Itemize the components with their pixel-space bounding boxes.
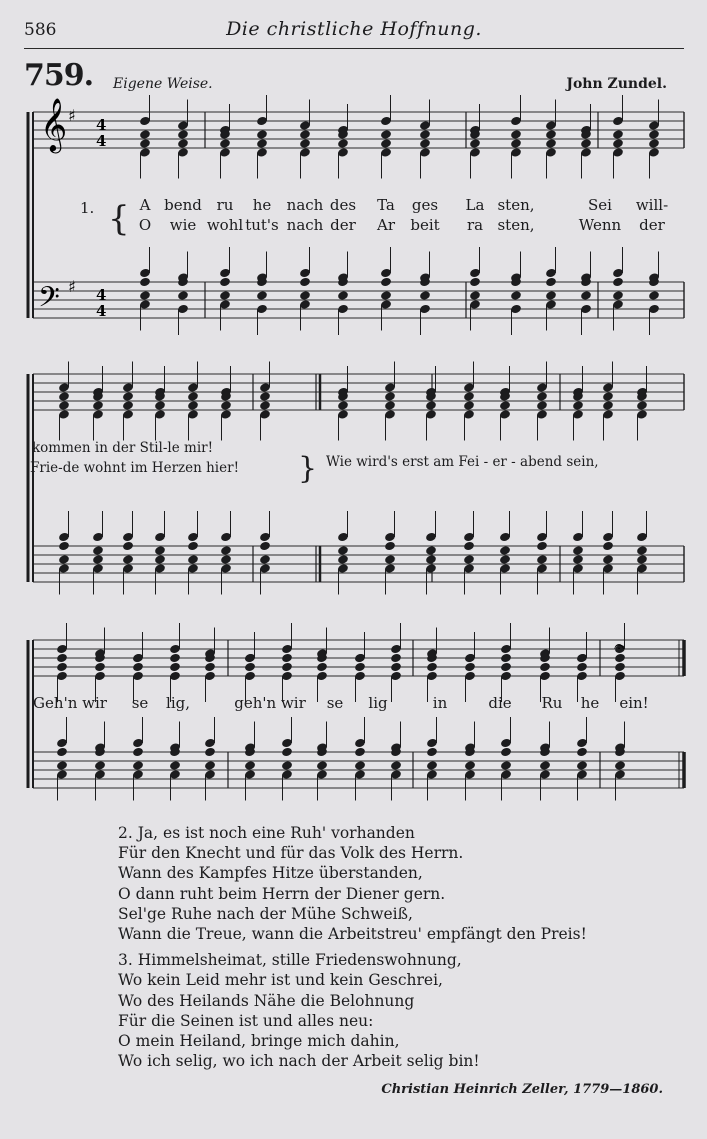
lyric-syllable: nach	[286, 216, 324, 234]
note-head	[390, 662, 402, 673]
note-head	[92, 400, 104, 411]
note-head	[463, 554, 475, 565]
note-head	[425, 545, 437, 556]
lyric-syllable: Ar	[376, 216, 396, 234]
note-head	[187, 400, 199, 411]
note-head	[536, 554, 548, 565]
note-head	[122, 541, 134, 552]
note-head	[463, 400, 475, 411]
lyric-brace-closing: }	[298, 451, 318, 486]
sharp-key-icon: ♯	[68, 106, 76, 125]
text-author: Christian Heinrich Zeller, 1779—1860.	[381, 1082, 663, 1097]
lyric-syllable: sten,	[497, 196, 535, 214]
note-head	[58, 541, 70, 552]
lyric-syllable: Wenn	[578, 216, 622, 234]
note-head	[390, 653, 402, 664]
sharp-key-icon: ♯	[68, 277, 76, 296]
lyric-syllable: des	[329, 196, 357, 214]
note-head	[464, 760, 476, 771]
note-head	[545, 277, 557, 288]
page-number: 586	[24, 20, 57, 40]
running-title: Die christliche Hoffnung.	[226, 18, 482, 40]
lyric-syllable: lig,	[166, 694, 190, 712]
note-head	[154, 400, 166, 411]
additional-verses	[118, 823, 587, 1071]
note-head	[139, 290, 151, 301]
note-head	[56, 747, 68, 758]
note-head	[499, 545, 511, 556]
note-head	[500, 653, 512, 664]
note-head	[299, 138, 311, 149]
note-head	[154, 545, 166, 556]
time-signature-top: 4	[96, 286, 107, 304]
lyric-syllable: Ru	[541, 694, 563, 712]
note-head	[572, 545, 584, 556]
note-head	[380, 138, 392, 149]
note-head	[256, 290, 268, 301]
bass-clef-icon: 𝄢	[38, 281, 60, 321]
verse-line: O mein Heiland, bringe mich dahin,	[118, 1032, 400, 1051]
note-head	[354, 662, 366, 673]
lyric-syllable: Geh'n wir	[33, 694, 107, 712]
note-head	[425, 554, 437, 565]
note-head	[384, 400, 396, 411]
lyric-syllable: Sei	[588, 196, 612, 214]
note-head	[337, 138, 349, 149]
note-head	[281, 662, 293, 673]
lyric-syllable: will-	[635, 196, 669, 214]
note-head	[636, 400, 648, 411]
note-head	[187, 391, 199, 402]
note-head	[580, 138, 592, 149]
note-head	[259, 541, 271, 552]
note-head	[187, 541, 199, 552]
note-head	[132, 760, 144, 771]
note-head	[380, 290, 392, 301]
note-head	[576, 760, 588, 771]
note-head	[204, 747, 216, 758]
tune-label: Eigene Weise.	[113, 76, 213, 92]
lyric-syllable: ru	[216, 196, 234, 214]
time-signature-bottom: 4	[96, 132, 107, 150]
lyric-syllable: ges	[411, 196, 439, 214]
note-head	[220, 400, 232, 411]
note-head	[384, 554, 396, 565]
lyric-line-system2-continuation: Wie wird's erst am Fei - er - abend sein,	[326, 454, 599, 470]
note-head	[337, 290, 349, 301]
treble-clef-icon: 𝄞	[40, 97, 68, 151]
note-head	[169, 760, 181, 771]
note-head	[187, 554, 199, 565]
note-head	[204, 662, 216, 673]
verse-3	[118, 950, 587, 1071]
note-head	[510, 138, 522, 149]
note-head	[426, 747, 438, 758]
note-head	[464, 662, 476, 673]
lyric-syllable: A	[139, 196, 151, 214]
note-head	[244, 760, 256, 771]
note-head	[132, 747, 144, 758]
note-head	[299, 277, 311, 288]
lyric-syllable: geh'n wir	[234, 694, 306, 712]
verse-line: Wo ich selig, wo ich nach der Arbeit selig bin!	[118, 1052, 480, 1071]
note-head	[122, 391, 134, 402]
note-head	[612, 129, 624, 140]
note-head	[139, 129, 151, 140]
note-head	[636, 554, 648, 565]
verse-line: Für die Seinen ist und alles neu:	[118, 1011, 374, 1030]
note-head	[94, 760, 106, 771]
note-head	[539, 662, 551, 673]
time-signature-bottom: 4	[96, 302, 107, 320]
lyrics-line-1	[139, 196, 669, 214]
lyric-line-system2-a: kommen in der Stil-le mir!	[32, 440, 214, 456]
lyric-line-system2-b: Frie-de wohnt im Herzen hier!	[30, 460, 239, 476]
note-head	[576, 662, 588, 673]
note-head	[500, 760, 512, 771]
note-head	[58, 400, 70, 411]
note-head	[419, 290, 431, 301]
note-head	[354, 760, 366, 771]
lyric-syllable: die	[488, 694, 512, 712]
note-head	[539, 760, 551, 771]
lyric-syllable: der	[639, 216, 665, 234]
note-head	[380, 129, 392, 140]
lyric-syllable: in	[432, 694, 448, 712]
note-head	[612, 290, 624, 301]
note-head	[219, 277, 231, 288]
note-head	[536, 400, 548, 411]
note-head	[354, 747, 366, 758]
note-head	[463, 541, 475, 552]
lyric-syllable: Ta	[377, 196, 395, 214]
note-head	[281, 747, 293, 758]
note-head	[256, 138, 268, 149]
lyric-syllable: se	[131, 694, 149, 712]
note-head	[244, 662, 256, 673]
lyric-syllable: bend	[164, 196, 202, 214]
note-head	[259, 554, 271, 565]
note-head	[139, 138, 151, 149]
note-head	[648, 129, 660, 140]
note-head	[614, 760, 626, 771]
note-head	[614, 662, 626, 673]
note-head	[419, 129, 431, 140]
note-head	[204, 760, 216, 771]
note-head	[92, 554, 104, 565]
lyrics-line-2	[139, 216, 666, 234]
verse-line: Für den Knecht und für das Volk des Herrn.	[118, 844, 464, 863]
note-head	[177, 138, 189, 149]
note-head	[469, 290, 481, 301]
lyric-syllable: he	[252, 196, 272, 214]
note-head	[576, 747, 588, 758]
note-head	[337, 554, 349, 565]
note-head	[122, 554, 134, 565]
lyric-syllable: der	[330, 216, 356, 234]
note-head	[602, 554, 614, 565]
verse-number: 1.	[80, 199, 95, 217]
fermata-icon: 𝄐	[614, 636, 625, 657]
lyric-syllable: wohl	[206, 216, 244, 234]
note-head	[139, 277, 151, 288]
lyric-syllable: tut's	[245, 216, 279, 234]
note-head	[154, 554, 166, 565]
note-head	[612, 138, 624, 149]
note-head	[299, 129, 311, 140]
note-head	[536, 391, 548, 402]
note-head	[169, 662, 181, 673]
note-head	[299, 290, 311, 301]
verse-line: Wo kein Leid mehr ist und kein Geschrei,	[118, 971, 443, 990]
lyric-syllable: se	[326, 694, 344, 712]
note-head	[220, 554, 232, 565]
note-head	[545, 129, 557, 140]
note-head	[636, 545, 648, 556]
note-head	[510, 129, 522, 140]
verse-line: 3. Himmelsheimat, stille Friedenswohnung,	[118, 951, 462, 970]
note-head	[536, 541, 548, 552]
note-head	[648, 290, 660, 301]
lyric-syllable: he	[580, 694, 600, 712]
note-head	[337, 400, 349, 411]
note-head	[510, 290, 522, 301]
time-signature-top: 4	[96, 116, 107, 134]
note-head	[500, 747, 512, 758]
note-head	[220, 545, 232, 556]
note-head	[602, 391, 614, 402]
composer-credit: John Zundel.	[566, 76, 667, 92]
note-head	[572, 554, 584, 565]
lyric-syllable: La	[465, 196, 485, 214]
note-head	[425, 400, 437, 411]
note-head	[500, 662, 512, 673]
lyric-syllable: sten,	[497, 216, 535, 234]
verse-2	[118, 823, 587, 944]
note-head	[602, 541, 614, 552]
note-head	[56, 662, 68, 673]
note-head	[219, 290, 231, 301]
note-head	[132, 662, 144, 673]
note-head	[572, 400, 584, 411]
note-head	[281, 760, 293, 771]
note-head	[648, 138, 660, 149]
note-head	[92, 545, 104, 556]
note-head	[545, 138, 557, 149]
note-head	[259, 400, 271, 411]
lyric-syllable: nach	[286, 196, 324, 214]
lyric-syllable: beit	[410, 216, 440, 234]
verse-line: Wann des Kampfes Hitze überstanden,	[118, 864, 423, 883]
note-head	[58, 391, 70, 402]
note-head	[499, 554, 511, 565]
note-head	[419, 138, 431, 149]
note-head	[259, 391, 271, 402]
note-head	[281, 653, 293, 664]
lyric-syllable: wie	[169, 216, 197, 234]
lyric-syllable: O	[138, 216, 152, 234]
verse-line: 2. Ja, es ist noch eine Ruh' vorhanden	[118, 824, 415, 842]
note-head	[316, 760, 328, 771]
hymn-number: 759.	[24, 58, 94, 93]
note-head	[169, 653, 181, 664]
lyrics-line-3	[33, 694, 649, 712]
lyric-syllable: lig	[368, 694, 388, 712]
note-head	[499, 400, 511, 411]
note-head	[56, 653, 68, 664]
note-head	[316, 662, 328, 673]
lyric-syllable: ein!	[619, 694, 649, 712]
note-head	[612, 277, 624, 288]
lyric-syllable: ra	[466, 216, 484, 234]
note-head	[545, 290, 557, 301]
note-head	[219, 138, 231, 149]
note-head	[469, 138, 481, 149]
note-head	[337, 545, 349, 556]
lyric-brace: {	[108, 199, 130, 239]
note-head	[426, 760, 438, 771]
note-head	[384, 391, 396, 402]
note-head	[380, 277, 392, 288]
verse-line: Wann die Treue, wann die Arbeitstreu' empfängt den Preis!	[118, 925, 587, 944]
note-head	[463, 391, 475, 402]
note-head	[177, 129, 189, 140]
note-head	[256, 129, 268, 140]
note-head	[177, 290, 189, 301]
note-head	[469, 277, 481, 288]
note-head	[390, 760, 402, 771]
note-head	[56, 760, 68, 771]
verse-line: Sel'ge Ruhe nach der Mühe Schweiß,	[118, 904, 413, 923]
note-head	[58, 554, 70, 565]
note-head	[602, 400, 614, 411]
note-head	[426, 662, 438, 673]
verse-line: O dann ruht beim Herrn der Diener gern.	[118, 884, 446, 903]
note-head	[384, 541, 396, 552]
note-head	[580, 290, 592, 301]
note-head	[122, 400, 134, 411]
verse-line: Wo des Heilands Nähe die Belohnung	[118, 991, 415, 1010]
note-head	[94, 662, 106, 673]
